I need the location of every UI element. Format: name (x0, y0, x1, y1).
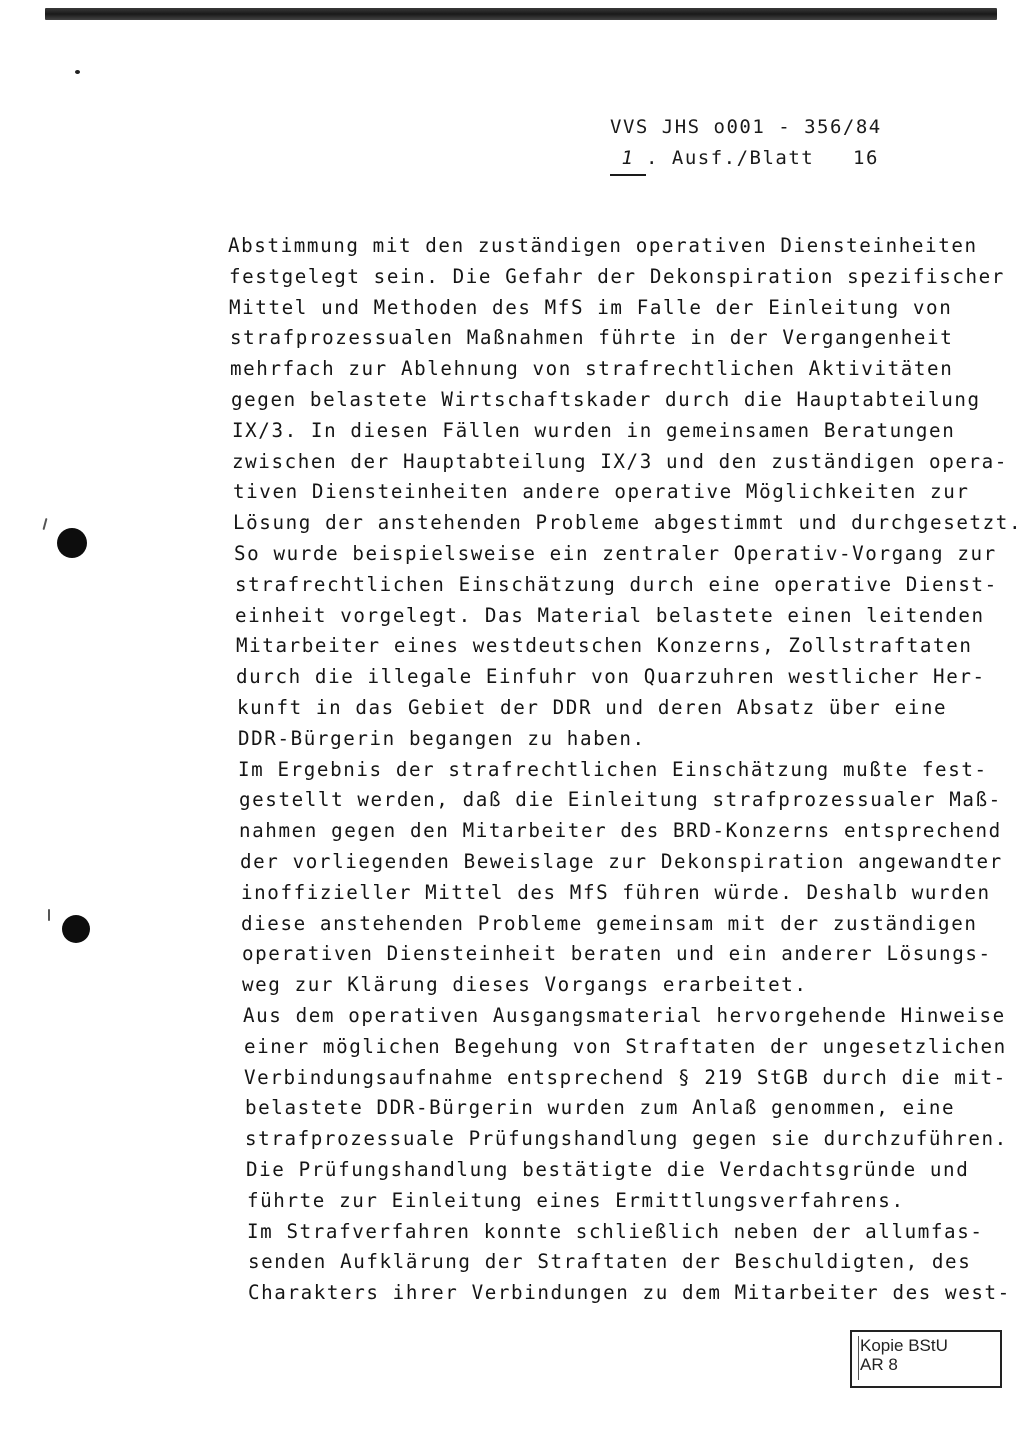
body-line: Im Ergebnis der strafrechtlichen Einschätzung mußte fest- (238, 757, 988, 781)
reference-number: VVS JHS o001 - 356/84 (610, 116, 882, 138)
body-line: Verbindungsaufnahme entsprechend § 219 StGB durch die mit- (244, 1065, 1007, 1089)
body-line: mehrfach zur Ablehnung von strafrechtlichen Aktivitäten (230, 357, 954, 381)
copy-sheet-line (610, 143, 882, 176)
body-line: gegen belastete Wirtschaftskader durch die Hauptabteilung (231, 387, 981, 411)
scan-mark (48, 909, 50, 921)
body-line: diese anstehenden Probleme gemeinsam mit der zuständigen (241, 911, 978, 935)
body-line: durch die illegale Einfuhr von Quarzuhren westlicher Her- (236, 665, 986, 689)
body-line: belastete DDR-Bürgerin wurden zum Anlaß genommen, eine (245, 1096, 956, 1120)
body-line: IX/3. In diesen Fällen wurden in gemeinsamen Beratungen (232, 418, 956, 442)
body-line: So wurde beispielsweise ein zentraler Operativ-Vorgang zur (234, 541, 997, 565)
scan-top-edge (45, 8, 997, 20)
body-line: nahmen gegen den Mitarbeiter des BRD-Konzerns entsprechend (239, 819, 1002, 843)
body-line: DDR-Bürgerin begangen zu haben. (238, 726, 646, 750)
copy-number: 1 (610, 143, 646, 176)
body-line: Mitarbeiter eines westdeutschen Konzerns, Zollstraftaten (236, 634, 973, 658)
stamp-line-1: Kopie BStU (860, 1336, 948, 1355)
body-line: strafprozessualen Maßnahmen führte in der Vergangenheit (230, 326, 954, 350)
body-line: einer möglichen Begehung von Straftaten der ungesetzlichen (244, 1034, 1007, 1058)
body-line: operativen Diensteinheit beraten und ein anderer Lösungs- (242, 942, 992, 966)
body-line: einheit vorgelegt. Das Material belastete einen leitenden (235, 603, 985, 627)
body-line: festgelegt sein. Die Gefahr der Dekonspiration spezifischer (229, 264, 1005, 288)
scan-mark (42, 518, 47, 530)
body-line: strafprozessuale Prüfungshandlung gegen sie durchzuführen. (245, 1127, 1008, 1151)
punch-hole (62, 915, 90, 943)
scan-speck (75, 70, 80, 74)
body-line: Charakters ihrer Verbindungen zu dem Mitarbeiter des west- (248, 1281, 1011, 1305)
body-line: strafrechtlichen Einschätzung durch eine operative Dienst- (235, 572, 998, 596)
stamp-border-line (858, 1336, 859, 1380)
body-line: zwischen der Hauptabteilung IX/3 und den zuständigen opera- (232, 449, 1008, 473)
archive-stamp (850, 1330, 1002, 1388)
body-line: Mittel und Methoden des MfS im Falle der Einleitung von (229, 295, 953, 319)
body-line: senden Aufklärung der Straftaten der Beschuldigten, des (248, 1250, 972, 1274)
body-line: der vorliegenden Beweislage zur Dekonspiration angewandter (240, 849, 1003, 873)
body-line: tiven Diensteinheiten andere operative Möglichkeiten zur (233, 480, 970, 504)
body-line: Die Prüfungshandlung bestätigte die Verdachtsgründe und (246, 1157, 970, 1181)
body-line: Abstimmung mit den zuständigen operativen Diensteinheiten (228, 234, 978, 257)
body-line: Lösung der anstehenden Probleme abgestimmt und durchgesetzt. (233, 511, 1023, 535)
punch-hole (57, 528, 87, 558)
body-line: weg zur Klärung dieses Vorgangs erarbeitet. (242, 973, 808, 997)
body-line: inoffizieller Mittel des MfS führen würde. Deshalb wurden (241, 880, 991, 904)
page-number: 16 (853, 147, 879, 169)
body-line: Aus dem operativen Ausgangsmaterial hervorgehende Hinweise (243, 1003, 1006, 1027)
document-header (610, 112, 882, 176)
body-line: führte zur Einleitung eines Ermittlungsverfahrens. (247, 1188, 905, 1212)
stamp-line-2: AR 8 (860, 1355, 898, 1374)
copy-suffix: . Ausf./Blatt (646, 147, 815, 169)
body-line: gestellt werden, daß die Einleitung strafprozessualer Maß- (239, 788, 1002, 812)
body-line: Im Strafverfahren konnte schließlich neben der allumfas- (247, 1219, 984, 1243)
body-line: kunft in das Gebiet der DDR und deren Absatz über eine (237, 695, 948, 719)
document-body (228, 231, 1023, 1309)
